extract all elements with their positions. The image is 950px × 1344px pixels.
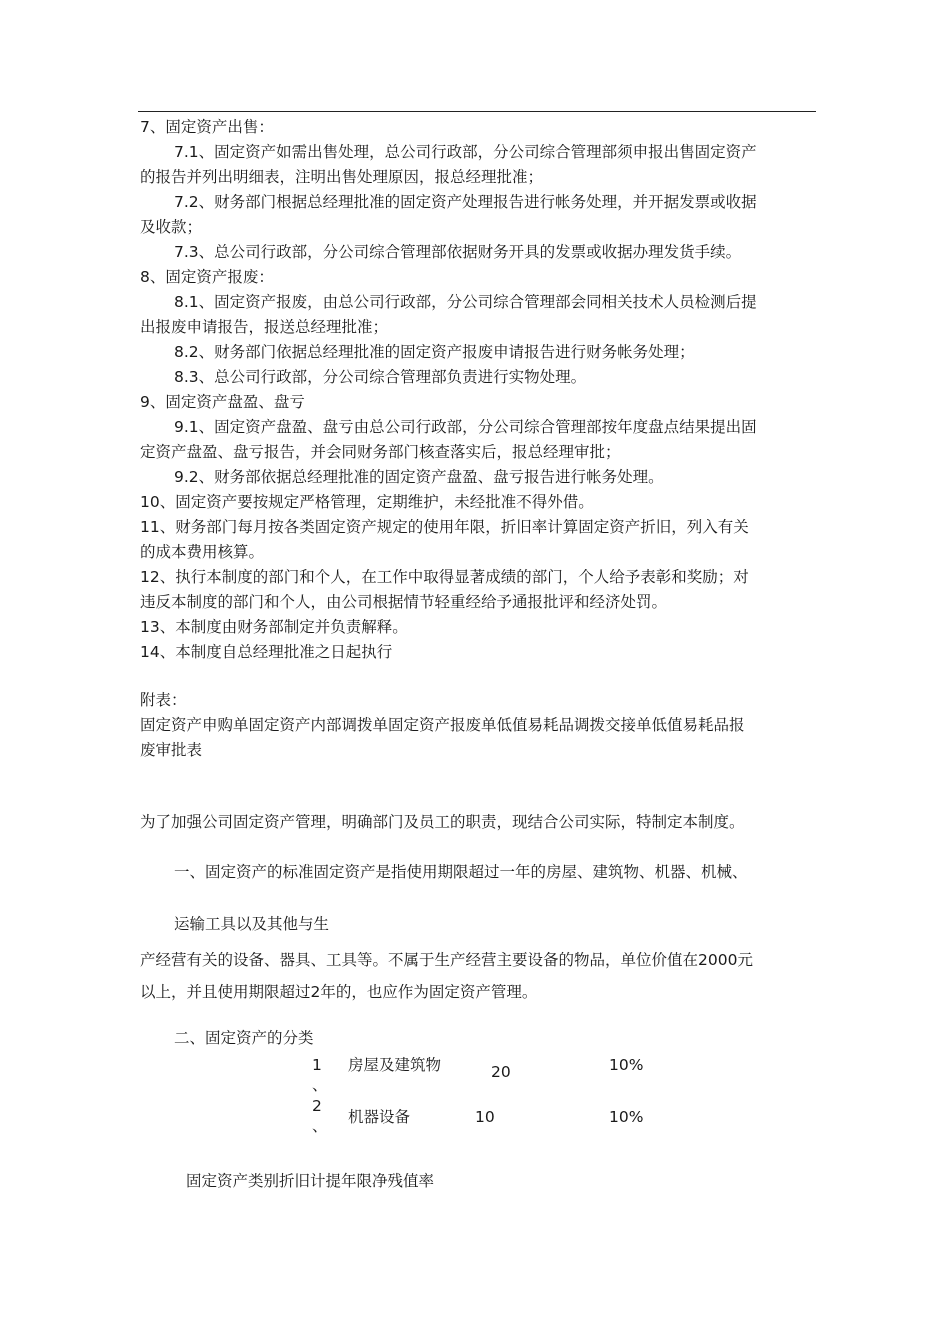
residual-rate: 10% xyxy=(609,1056,644,1074)
row-separator: 、 xyxy=(312,1117,328,1135)
row-number: 2 xyxy=(312,1097,322,1115)
category-name: 机器设备 xyxy=(348,1108,411,1126)
section-heading: 一、固定资产的标准固定资产是指使用期限超过一年的房屋、建筑物、机器、机械、 xyxy=(174,863,748,881)
clause-line: 14、本制度自总经理批准之日起执行 xyxy=(140,643,393,661)
table-header: 固定资产类别折旧计提年限净残值率 xyxy=(186,1172,435,1190)
clause-line: 11、财务部门每月按各类固定资产规定的使用年限，折旧率计算固定资产折旧，列入有关 xyxy=(140,518,749,536)
clause-line: 运输工具以及其他与生 xyxy=(174,915,330,933)
header-rule xyxy=(138,111,816,112)
intro-paragraph: 为了加强公司固定资产管理，明确部门及员工的职责，现结合公司实际，特制定本制度。 xyxy=(140,813,745,831)
clause-line: 9.1、固定资产盘盈、盘亏由总公司行政部，分公司综合管理部按年度盘点结果提出固 xyxy=(174,418,757,436)
section-heading: 8、固定资产报废： xyxy=(140,268,274,286)
clause-line: 及收款； xyxy=(140,218,203,236)
clause-line: 13、本制度由财务部制定并负责解释。 xyxy=(140,618,408,636)
clause-line: 10、固定资产要按规定严格管理，定期维护，未经批准不得外借。 xyxy=(140,493,594,511)
residual-rate: 10% xyxy=(609,1108,644,1126)
appendix-list: 废审批表 xyxy=(140,741,203,759)
clause-line: 9.2、财务部依据总经理批准的固定资产盘盈、盘亏报告进行帐务处理。 xyxy=(174,468,664,486)
appendix-heading: 附表： xyxy=(140,691,187,709)
clause-line: 定资产盘盈、盘亏报告，并会同财务部门核查落实后，报总经理审批； xyxy=(140,443,621,461)
clause-line: 的报告并列出明细表，注明出售处理原因，报总经理批准； xyxy=(140,168,544,186)
row-separator: 、 xyxy=(312,1076,328,1094)
section-heading: 二、固定资产的分类 xyxy=(174,1029,314,1047)
section-heading: 9、固定资产盘盈、盘亏 xyxy=(140,393,305,411)
clause-line: 8.3、总公司行政部，分公司综合管理部负责进行实物处理。 xyxy=(174,368,587,386)
appendix-list: 固定资产申购单固定资产内部调拨单固定资产报废单低值易耗品调拨交接单低值易耗品报 xyxy=(140,716,745,734)
clause-line: 8.1、固定资产报废，由总公司行政部，分公司综合管理部会同相关技术人员检测后提 xyxy=(174,293,757,311)
clause-line: 8.2、财务部门依据总经理批准的固定资产报废申请报告进行财务帐务处理； xyxy=(174,343,695,361)
section-heading: 7、固定资产出售： xyxy=(140,118,274,136)
clause-line: 7.2、财务部门根据总经理批准的固定资产处理报告进行帐务处理，并开据发票或收据 xyxy=(174,193,757,211)
clause-line: 的成本费用核算。 xyxy=(140,543,265,561)
depreciation-years: 10 xyxy=(475,1108,495,1126)
clause-line: 违反本制度的部门和个人，由公司根据情节轻重经给予通报批评和经济处罚。 xyxy=(140,593,668,611)
depreciation-years: 20 xyxy=(491,1063,511,1081)
category-name: 房屋及建筑物 xyxy=(348,1056,442,1074)
clause-line: 产经营有关的设备、器具、工具等。不属于生产经营主要设备的物品，单位价值在2000元 xyxy=(140,951,753,969)
clause-line: 7.1、固定资产如需出售处理，总公司行政部，分公司综合管理部须申报出售固定资产 xyxy=(174,143,757,161)
clause-line: 出报废申请报告，报送总经理批准； xyxy=(140,318,389,336)
clause-line: 以上，并且使用期限超过2年的，也应作为固定资产管理。 xyxy=(140,983,538,1001)
clause-line: 12、执行本制度的部门和个人，在工作中取得显著成绩的部门，个人给予表彰和奖励；对 xyxy=(140,568,749,586)
row-number: 1 xyxy=(312,1056,322,1074)
clause-line: 7.3、总公司行政部，分公司综合管理部依据财务开具的发票或收据办理发货手续。 xyxy=(174,243,742,261)
